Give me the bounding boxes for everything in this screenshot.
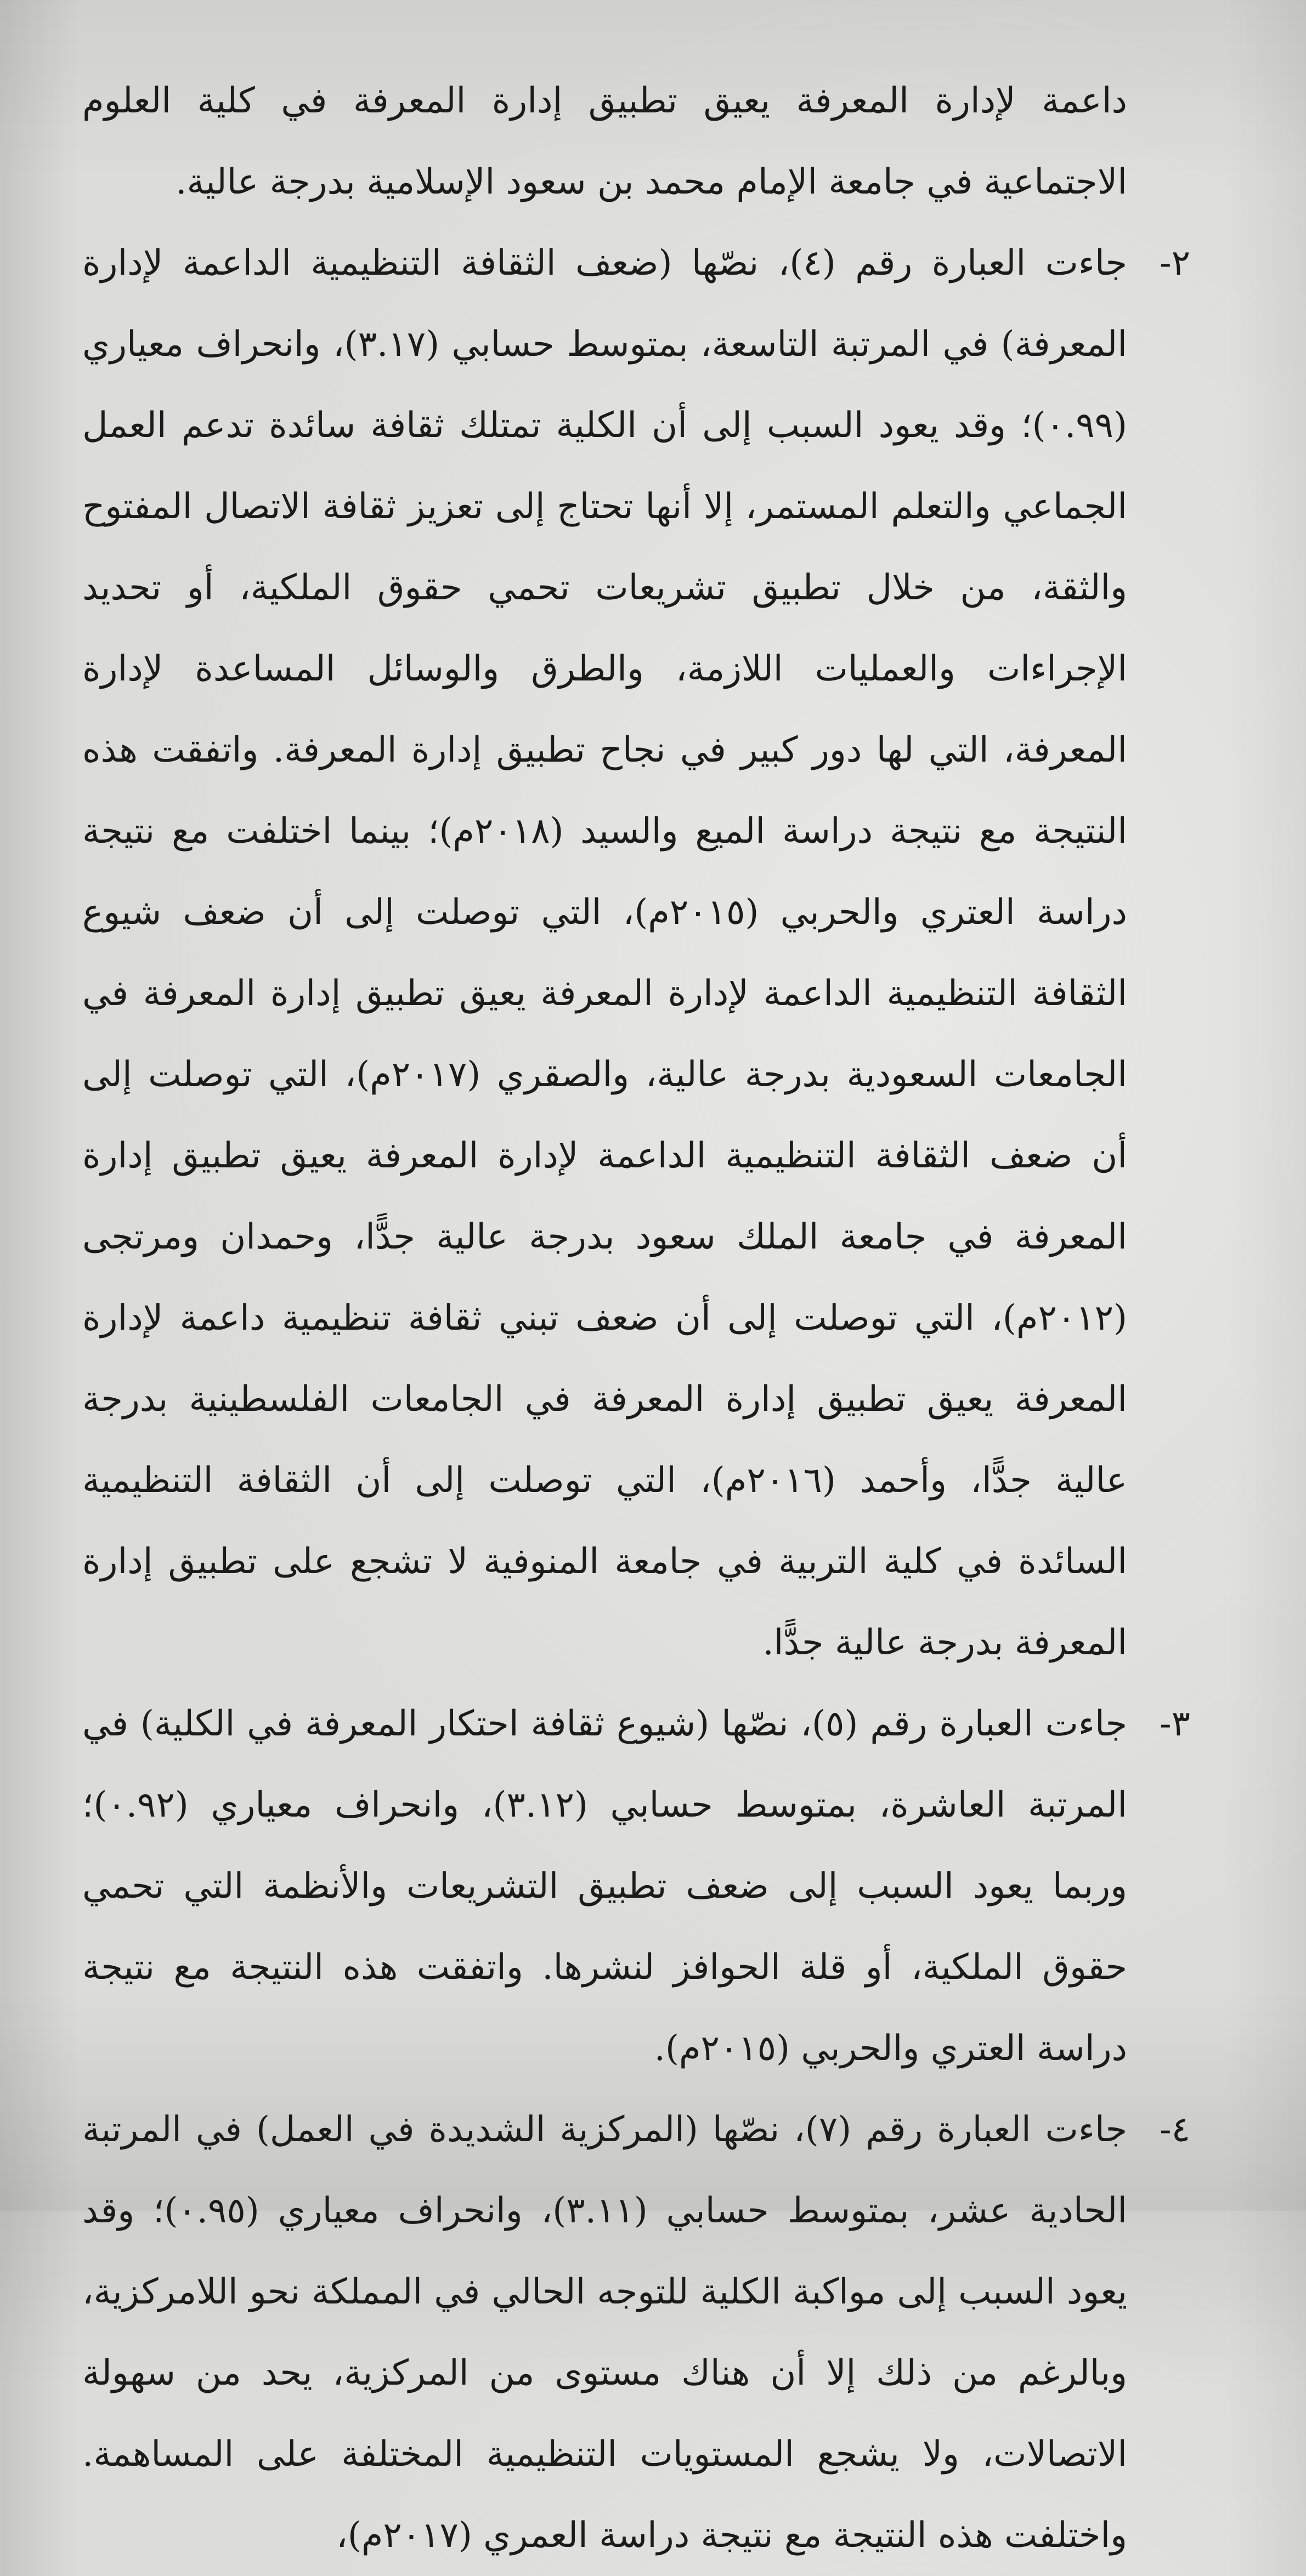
list-item-4 <box>82 2089 1190 2576</box>
item-text: جاءت العبارة رقم (٥)، نصّها (شيوع ثقافة احتكار المعرفة في الكلية) في المرتبة العاشرة، بمتوسط حسابي (٣.١٢)، وانحراف معياري (٠.٩٢)؛ وربما يعود السبب إلى ضعف تطبيق التشريعات والأنظمة التي تحمي حقوق الملكية، أو قلة الحوافز لنشرها. واتفقت هذه النتيجة مع نتيجة دراسة العتري والحربي (٢٠١٥م). <box>82 1704 1128 2069</box>
list-item-3 <box>82 1683 1190 2089</box>
intro-paragraph: داعمة لإدارة المعرفة يعيق تطبيق إدارة المعرفة في كلية العلوم الاجتماعية في جامعة الإمام محمد بن سعود الإسلامية بدرجة عالية. <box>82 81 1127 202</box>
list-item-2 <box>82 223 1190 1683</box>
item-text: جاءت العبارة رقم (٤)، نصّها (ضعف الثقافة التنظيمية الداعمة لإدارة المعرفة) في المرتبة التاسعة، بمتوسط حسابي (٣.١٧)، وانحراف معياري (٠.٩٩)؛ وقد يعود السبب إلى أن الكلية تمتلك ثقافة سائدة تدعم العمل الجماعي والتعلم المستمر، إلا أنها تحتاج إلى تعزيز ثقافة الاتصال المفتوح والثقة، من خلال تطبيق تشريعات تحمي حقوق الملكية، أو تحديد الإجراءات والعمليات اللازمة، والطرق والوسائل المساعدة لإدارة المعرفة، التي لها دور كبير في نجاح تطبيق إدارة المعرفة. واتفقت هذه النتيجة مع نتيجة دراسة الميع والسيد (٢٠١٨م)؛ بينما اختلفت مع نتيجة دراسة العتري والحربي (٢٠١٥م)، التي توصلت إلى أن ضعف شيوع الثقافة التنظيمية الداعمة لإدارة المعرفة يعيق تطبيق إدارة المعرفة في الجامعات السعودية بدرجة عالية، والصقري (٢٠١٧م)، التي توصلت إلى أن ضعف الثقافة التنظيمية الداعمة لإدارة المعرفة يعيق تطبيق إدارة المعرفة في جامعة الملك سعود بدرجة عالية جدًّا، وحمدان ومرتجى (٢٠١٢م)، التي توصلت إلى أن ضعف تبني ثقافة تنظيمية داعمة لإدارة المعرفة يعيق تطبيق إدارة المعرفة في الجامعات الفلسطينية بدرجة عالية جدًّا، وأحمد (٢٠١٦م)، التي توصلت إلى أن الثقافة التنظيمية السائدة في كلية التربية في جامعة المنوفية لا تشجع على تطبيق إدارة المعرفة بدرجة عالية جدًّا. <box>82 243 1128 1663</box>
item-text: جاءت العبارة رقم (٧)، نصّها (المركزية الشديدة في العمل) في المرتبة الحادية عشر، بمتوسط حسابي (٣.١١)، وانحراف معياري (٠.٩٥)؛ وقد يعود السبب إلى مواكبة الكلية للتوجه الحالي في المملكة نحو اللامركزية، وبالرغم من ذلك إلا أن هناك مستوى من المركزية، يحد من سهولة الاتصالات، ولا يشجع المستويات التنظيمية المختلفة على المساهمة. واختلفت هذه النتيجة مع نتيجة دراسة العمري (٢٠١٧م)، <box>82 2109 1128 2556</box>
item-number: ٣- <box>1160 1704 1190 1744</box>
item-number: ٢- <box>1160 243 1190 283</box>
item-number: ٤- <box>1160 2109 1190 2150</box>
document-page <box>82 60 1190 2556</box>
